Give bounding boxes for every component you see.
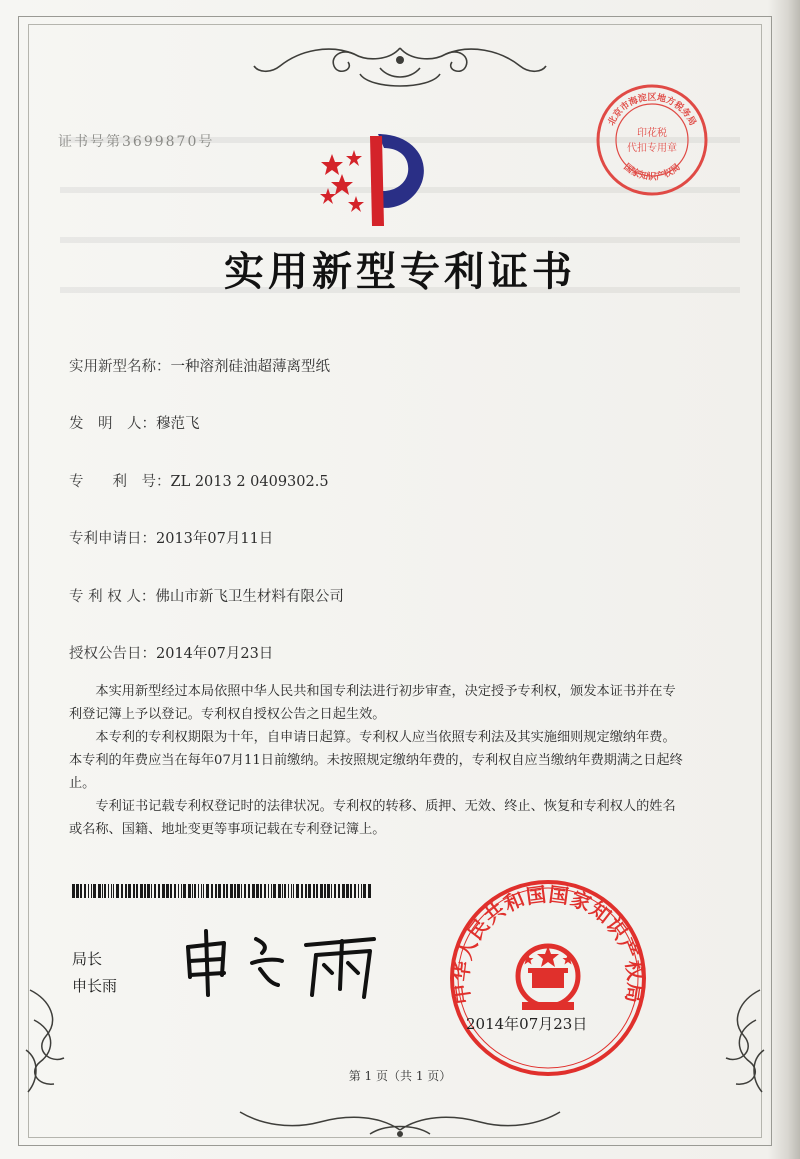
director-title: 局长 <box>72 950 103 968</box>
page-footer: 第 1 页（共 1 页） <box>348 1069 452 1083</box>
utility-model-name-value: 一种溶剂硅油超薄离型纸 <box>170 359 330 375</box>
barcode-bar <box>342 884 345 898</box>
barcode-bar <box>291 884 292 898</box>
barcode-bar <box>170 884 172 898</box>
inventor-value: 穆范飞 <box>156 416 200 432</box>
barcode-bar <box>181 884 182 898</box>
barcode-bar <box>316 884 318 898</box>
inventor-label: 发 明 人： <box>69 416 156 432</box>
patentee-value: 佛山市新飞卫生材料有限公司 <box>155 589 344 605</box>
national-emblem-icon <box>518 946 578 1010</box>
barcode-bar <box>174 884 176 898</box>
barcode-bar <box>206 884 209 898</box>
grant-date-row <box>69 642 273 663</box>
barcode-icon <box>72 884 372 898</box>
certificate-body <box>69 680 687 841</box>
barcode-bar <box>260 884 262 898</box>
certificate-number: 证书号第3699870号 <box>58 134 215 150</box>
barcode-bar <box>305 884 307 898</box>
barcode-bar <box>121 884 123 898</box>
barcode-bar <box>363 884 366 898</box>
barcode-bar <box>76 884 79 898</box>
barcode-bar <box>211 884 213 898</box>
director-name: 申长雨 <box>72 977 118 995</box>
bottom-center-ornament-icon <box>200 1096 600 1140</box>
barcode-bar <box>241 884 242 898</box>
tax-stamp-seal-icon <box>592 80 712 200</box>
barcode-bar <box>154 884 156 898</box>
barcode-bar <box>368 884 371 898</box>
barcode-bar <box>201 884 202 898</box>
barcode-bar <box>268 884 269 898</box>
top-ornament-icon <box>250 40 550 100</box>
barcode-bar <box>125 884 127 898</box>
barcode-bar <box>288 884 289 898</box>
barcode-bar <box>162 884 165 898</box>
barcode-bar <box>331 884 332 898</box>
body-paragraph-3: 专利证书记载专利权登记时的法律状况。专利权的转移、质押、无效、终止、恢复和专利权人的姓名或名称、国籍、地址变更等事项记载在专利登记簿上。 <box>69 799 676 837</box>
barcode-bar <box>111 884 112 898</box>
body-paragraph-2: 本专利的专利权期限为十年，自申请日起算。专利权人应当依照专利法及其实施细则规定缴纳年费。本专利的年费应当在每年07月11日前缴纳。未按照规定缴纳年费的，专利权自应当缴纳年费期满之日起终止。 <box>69 730 683 791</box>
barcode-bar <box>116 884 119 898</box>
barcode-bar <box>293 884 294 898</box>
barcode-bar <box>128 884 131 898</box>
barcode-bar <box>140 884 143 898</box>
grant-date-value: 2014年07月23日 <box>156 646 274 662</box>
barcode-bar <box>226 884 228 898</box>
seal-ring-text: 中华人民共和国国家知识产权局 <box>448 882 648 1006</box>
barcode-bar <box>320 884 323 898</box>
barcode-bar <box>183 884 186 898</box>
inventor-row <box>69 412 200 433</box>
barcode-bar <box>338 884 340 898</box>
patent-number-label: 专 利 号： <box>69 474 171 490</box>
barcode-bar <box>203 884 204 898</box>
barcode-bar <box>256 884 259 898</box>
barcode-bar <box>151 884 152 898</box>
grant-date-label: 授权公告日： <box>69 646 156 662</box>
barcode-bar <box>361 884 362 898</box>
patent-number-value: ZL 2013 2 0409302.5 <box>170 474 329 490</box>
barcode-bar <box>346 884 349 898</box>
barcode-bar <box>313 884 315 898</box>
barcode-bar <box>264 884 266 898</box>
patentee-label: 专 利 权 人： <box>69 589 156 605</box>
patent-number-row <box>69 470 329 491</box>
tax-stamp-inner-line1: 印花税 <box>637 128 667 139</box>
barcode-bar <box>354 884 356 898</box>
barcode-bar <box>223 884 225 898</box>
application-date-value: 2013年07月11日 <box>156 531 274 547</box>
barcode-bar <box>102 884 103 898</box>
barcode-bar <box>144 884 146 898</box>
barcode-bar <box>282 884 283 898</box>
barcode-bar <box>136 884 138 898</box>
barcode-bar <box>278 884 281 898</box>
barcode-bar <box>178 884 179 898</box>
barcode-bar <box>113 884 114 898</box>
barcode-bar <box>284 884 286 898</box>
barcode-bar <box>104 884 106 898</box>
handwritten-signature <box>178 925 388 1000</box>
patentee-row <box>69 585 344 606</box>
utility-model-name-label: 实用新型名称： <box>69 359 171 375</box>
application-date-label: 专利申请日： <box>69 531 156 547</box>
national-emblem-seal-icon <box>448 878 648 1078</box>
barcode-bar <box>80 884 82 898</box>
barcode-bar <box>308 884 311 898</box>
barcode-bar <box>84 884 86 898</box>
svg-text:国家知识产权局 <box>621 161 682 183</box>
barcode-bar <box>108 884 109 898</box>
barcode-bar <box>192 884 193 898</box>
barcode-bar <box>230 884 233 898</box>
barcode-bar <box>88 884 89 898</box>
barcode-bar <box>273 884 276 898</box>
barcode-bar <box>358 884 359 898</box>
barcode-bar <box>166 884 169 898</box>
barcode-bar <box>324 884 326 898</box>
cnipa-logo-icon <box>312 130 437 230</box>
barcode-bar <box>93 884 96 898</box>
barcode-bar <box>237 884 240 898</box>
barcode-bar <box>147 884 150 898</box>
barcode-bar <box>218 884 221 898</box>
seal-date: 2014年07月23日 <box>466 1015 588 1033</box>
tax-stamp-ring-text: 北京市海淀区地方税务局 <box>606 93 698 128</box>
tax-stamp-bottom-text: 国家知识产权局 <box>621 162 683 183</box>
barcode-bar <box>91 884 92 898</box>
tax-stamp-inner-line2: 代扣专用章 <box>627 143 677 154</box>
barcode-bar <box>198 884 199 898</box>
body-paragraph-1: 本实用新型经过本局依照中华人民共和国专利法进行初步审查，决定授予专利权，颁发本证书并在专利登记簿上予以登记。专利权自授权公告之日起生效。 <box>69 684 676 722</box>
barcode-bar <box>244 884 246 898</box>
barcode-bar <box>301 884 303 898</box>
barcode-bar <box>234 884 236 898</box>
page-title: 实用新型专利证书 <box>224 249 576 295</box>
utility-model-name-row <box>69 355 330 376</box>
barcode-bar <box>194 884 196 898</box>
barcode-bar <box>252 884 255 898</box>
barcode-bar <box>248 884 250 898</box>
barcode-bar <box>271 884 272 898</box>
barcode-bar <box>72 884 75 898</box>
barcode-bar <box>188 884 191 898</box>
barcode-bar <box>334 884 336 898</box>
barcode-bar <box>296 884 299 898</box>
barcode-bar <box>327 884 330 898</box>
barcode-bar <box>133 884 135 898</box>
barcode-bar <box>350 884 352 898</box>
barcode-bar <box>158 884 160 898</box>
barcode-bar <box>98 884 101 898</box>
application-date-row <box>69 527 273 548</box>
barcode-bar <box>215 884 217 898</box>
